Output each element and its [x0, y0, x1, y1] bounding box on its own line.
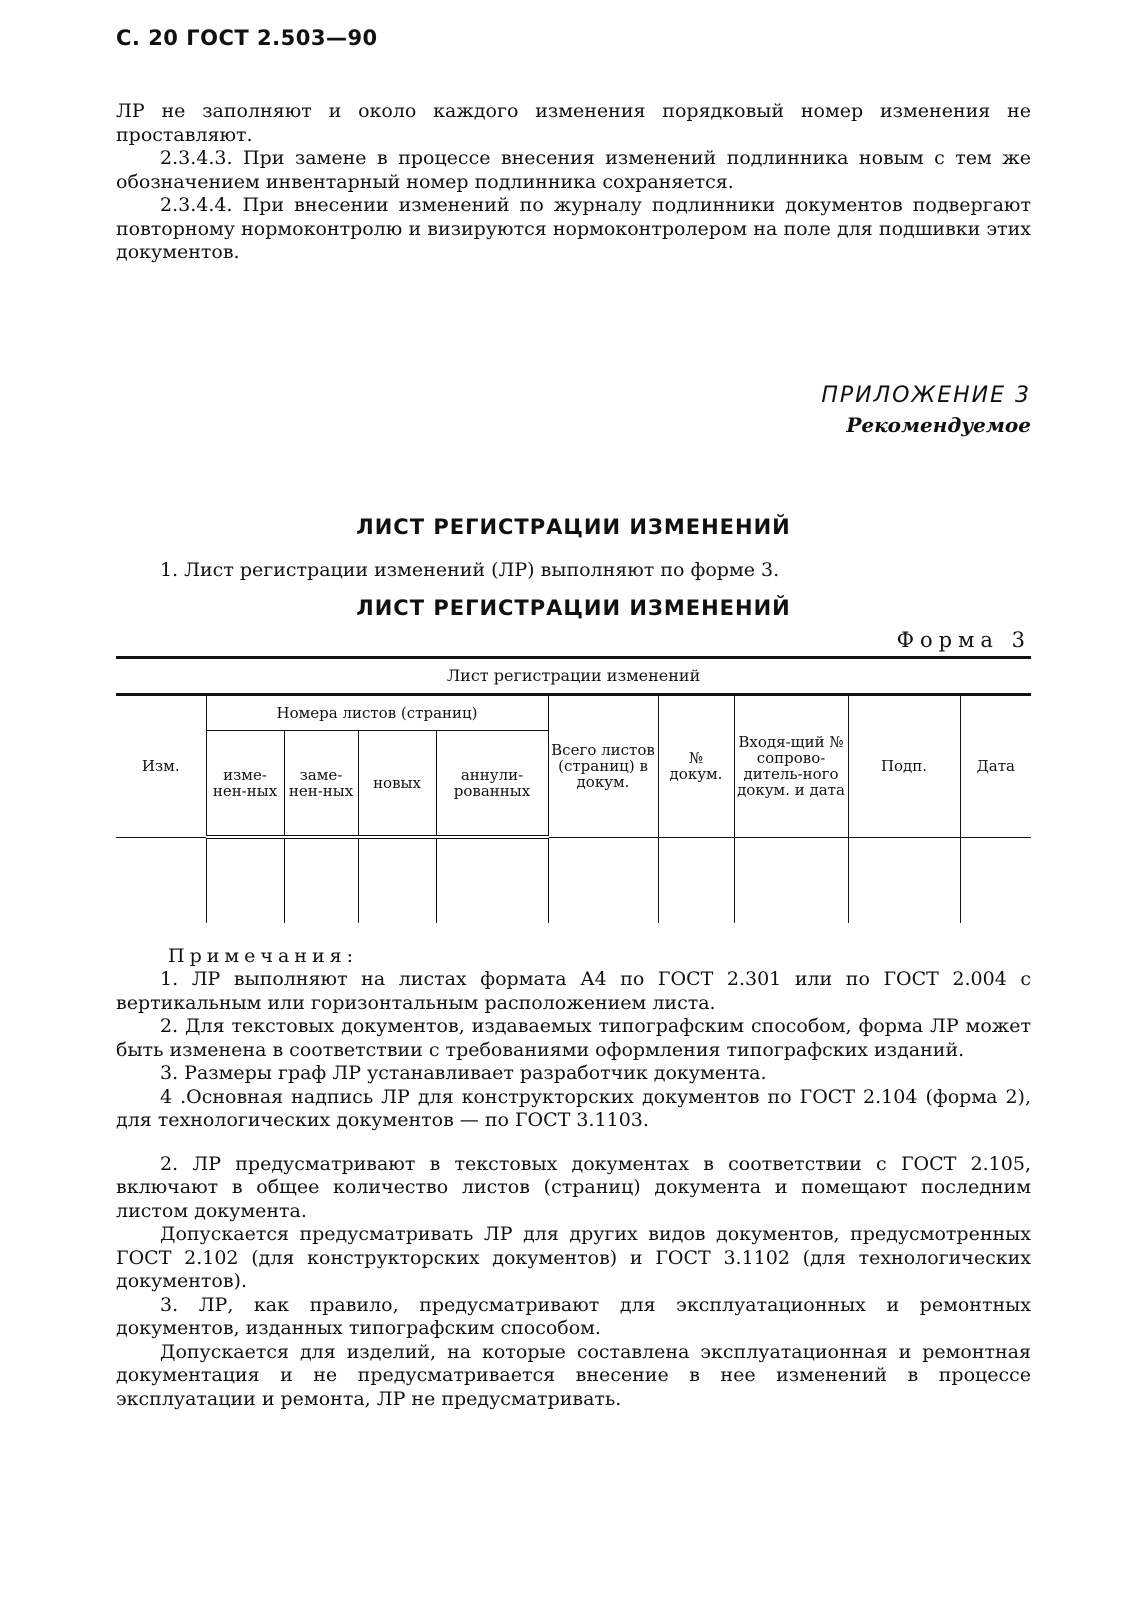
table-cell [658, 837, 734, 923]
appendix-subtitle: Рекомендуемое [846, 412, 1031, 437]
table-cell [358, 837, 436, 923]
intro-paragraph: 2.3.4.3. При замене в процессе внесения изменений подлинника новым с тем же обозначением инвентарный номер подлинника сохраняется. [116, 147, 1031, 193]
closing-paragraph: Допускается предусматривать ЛР для других видов документов, предусмотренных ГОСТ 2.102 (для конструкторских документов) и ГОСТ 3.1102 (для технологических документов). [116, 1223, 1031, 1292]
header-date: Дата [960, 695, 1031, 838]
note-item: 3. Размеры граф ЛР устанавливает разработчик документа. [160, 1062, 767, 1084]
closing-paragraph: 3. ЛР, как правило, предусматривают для эксплуатационных и ремонтных документов, изданных типографским способом. [116, 1293, 1031, 1339]
header-changed: изме-нен-ных [206, 731, 284, 838]
header-annulled: аннули-рованных [436, 731, 548, 838]
section-title: ЛИСТ РЕГИСТРАЦИИ ИЗМЕНЕНИЙ [356, 514, 791, 539]
header-izm: Изм. [116, 695, 206, 838]
table-cell [284, 837, 358, 923]
intro-paragraph: 2.3.4.4. При внесении изменений по журналу подлинники документов подвергают повторному нормоконтролю и визируются нормоконтролером на поле для подшивки этих документов. [116, 194, 1031, 263]
table-cell [960, 837, 1031, 923]
registration-table [116, 656, 1031, 923]
header-total-sheets: Всего листов (страниц) в докум. [548, 695, 658, 838]
header-new: новых [358, 731, 436, 838]
note-item: 4 .Основная надпись ЛР для конструкторских документов по ГОСТ 2.104 (форма 2), для технологических документов — по ГОСТ 3.1103. [116, 1085, 1031, 1131]
header-incoming-doc: Входя-щий № сопрово-дитель-ного докум. и дата [734, 695, 848, 838]
table-cell [548, 837, 658, 923]
intro-paragraph: ЛР не заполняют и около каждого изменения порядковый номер изменения не проставляют. [116, 100, 1031, 146]
header-replaced: заме-нен-ных [284, 731, 358, 838]
appendix-heading [116, 381, 1031, 439]
form-title: ЛИСТ РЕГИСТРАЦИИ ИЗМЕНЕНИЙ [356, 596, 791, 620]
item-1: 1. Лист регистрации изменений (ЛР) выполняют по форме 3. [160, 558, 780, 581]
table-row [116, 837, 1031, 923]
header-signature: Подп. [848, 695, 960, 838]
table-cell [436, 837, 548, 923]
page-header: С. 20 ГОСТ 2.503—90 [116, 26, 378, 50]
closing-paragraph: 2. ЛР предусматривают в текстовых документах в соответствии с ГОСТ 2.105, включают в общее количество листов (страниц) документа и помещают последним листом документа. [116, 1152, 1031, 1222]
table-caption: Лист регистрации изменений [116, 658, 1031, 695]
notes-heading: Примечания: [168, 945, 359, 967]
header-doc-number: № докум. [658, 695, 734, 838]
table-cell [206, 837, 284, 923]
document-page [116, 26, 1031, 1411]
table-cell [848, 837, 960, 923]
notes-section [116, 945, 1031, 1133]
closing-paragraph: Допускается для изделий, на которые составлена эксплуатационная и ремонтная документация и не предусматривается внесение в нее изменений в процессе эксплуатации и ремонта, ЛР не предусматривать. [116, 1340, 1031, 1410]
table-cell [734, 837, 848, 923]
appendix-title: ПРИЛОЖЕНИЕ 3 [821, 382, 1031, 408]
table-cell [116, 837, 206, 923]
note-item: 1. ЛР выполняют на листах формата А4 по ГОСТ 2.301 или по ГОСТ 2.004 с вертикальным или горизонтальным расположением листа. [116, 968, 1031, 1014]
form-label: Форма 3 [896, 628, 1031, 652]
note-item: 2. Для текстовых документов, издаваемых типографским способом, форма ЛР может быть изменена в соответствии с требованиями оформления типографских изданий. [116, 1015, 1031, 1061]
header-sheet-numbers: Номера листов (страниц) [206, 695, 548, 731]
